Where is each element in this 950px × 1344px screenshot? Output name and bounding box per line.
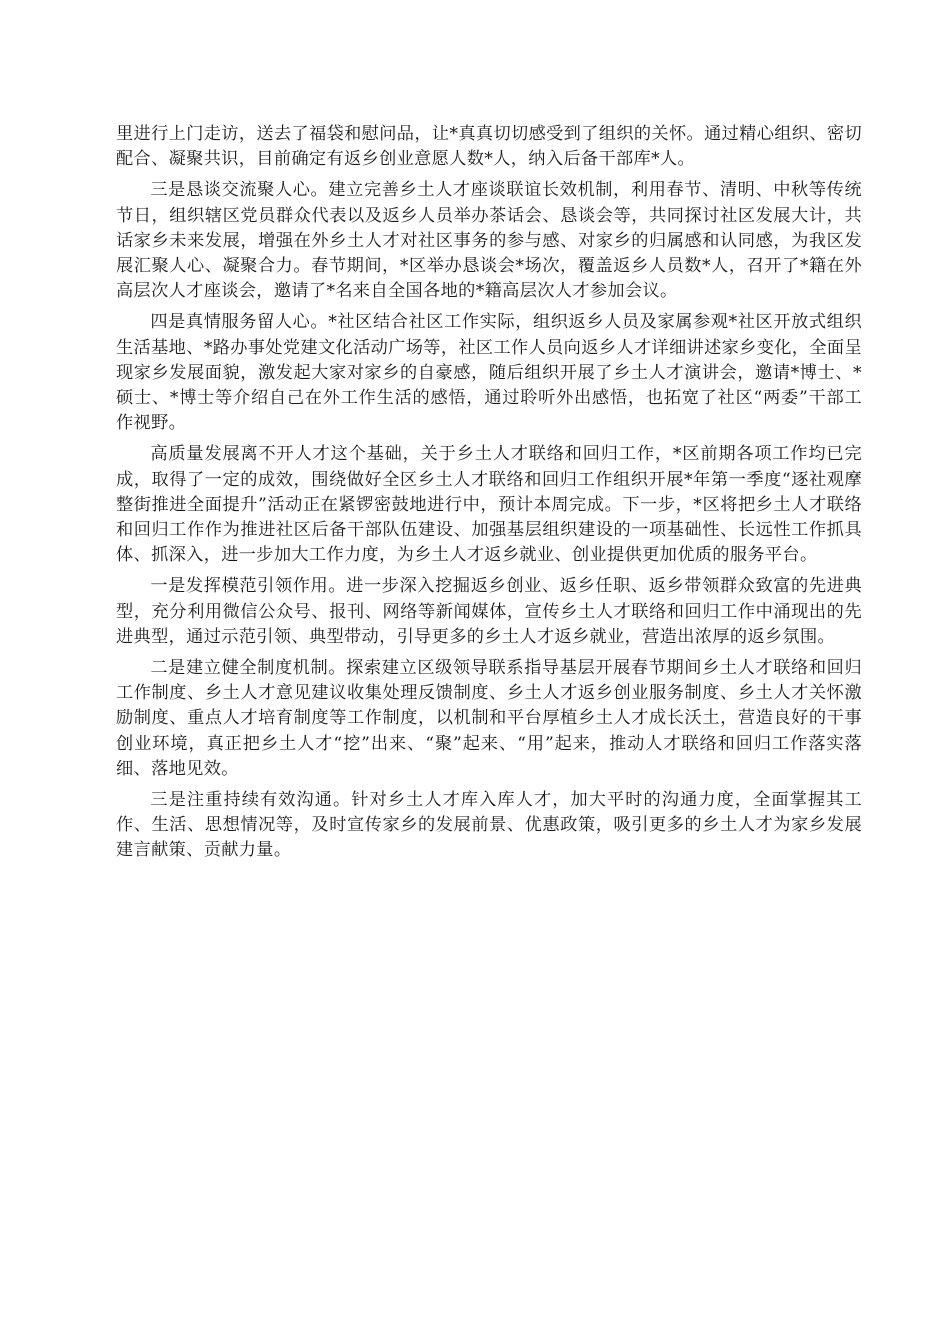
paragraph-communication: 三是注重持续有效沟通。针对乡土人才库入库人才，加大平时的沟通力度，全面掌握其工作、生活、思想情况等，及时宣传家乡的发展前景、优惠政策，吸引更多的乡土人才为家乡发展建言献策、贡献力量。 [116, 790, 862, 861]
paragraph-role-model: 一是发挥模范引领作用。进一步深入挖掘返乡创业、返乡任职、返乡带领群众致富的先进典型，充分利用微信公众号、报刊、网络等新闻媒体，宣传乡土人才联络和回归工作中涌现出的先进典型，通过示范引领、典型带动，引导更多的乡土人才返乡就业，营造出浓厚的返乡氛围。 [116, 576, 862, 647]
paragraph-system-mechanism: 二是建立健全制度机制。探索建立区级领导联系指导基层开展春节期间乡土人才联络和回归工作制度、乡土人才意见建议收集处理反馈制度、乡土人才返乡创业服务制度、乡土人才关怀激励制度、重点人才培育制度等工作制度，以机制和平台厚植乡土人才成长沃土，营造良好的干事创业环境，真正把乡土人才“挖”出来、“聚”起来、“用”起来，推动人才联络和回归工作落实落细、落地见效。 [116, 658, 862, 779]
paragraph-sincere-service: 四是真情服务留人心。*社区结合社区工作实际，组织返乡人员及家属参观*社区开放式组织生活基地、*路办事处党建文化活动广场等，社区工作人员向返乡人才详细讲述家乡变化，全面呈现家乡发展面貌，激发起大家对家乡的自豪感，随后组织开展了乡土人才演讲会，邀请*博士、*硕士、*博士等介绍自己在外工作生活的感悟，通过聆听外出感悟，也拓宽了社区“两委”干部工作视野。 [116, 312, 862, 434]
paragraph-continuation: 里进行上门走访，送去了福袋和慰问品，让*真真切切感受到了组织的关怀。通过精心组织、密切配合、凝聚共识，目前确定有返乡创业意愿人数*人，纳入后备干部库*人。 [116, 124, 862, 170]
paragraph-high-quality-development: 高质量发展离不开人才这个基础，关于乡土人才联络和回归工作，*区前期各项工作均已完成，取得了一定的成效，围绕做好全区乡土人才联络和回归工作组织开展*年第一季度“逐社观摩整街推进全面提升”活动正在紧锣密鼓地进行中，预计本周完成。下一步，*区将把乡土人才联络和回归工作作为推进社区后备干部队伍建设、加强基层组织建设的一项基础性、长远性工作抓具体、抓深入，进一步加大工作力度，为乡土人才返乡就业、创业提供更加优质的服务平台。 [116, 444, 862, 566]
document-body [116, 122, 862, 870]
paragraph-heart-to-heart-talks: 三是恳谈交流聚人心。建立完善乡土人才座谈联谊长效机制，利用春节、清明、中秋等传统节日，组织辖区党员群众代表以及返乡人员举办茶话会、恳谈会等，共同探讨社区发展大计，共话家乡未来发展，增强在外乡土人才对社区事务的参与感、对家乡的归属感和认同感，为我区发展汇聚人心、凝聚合力。春节期间，*区举办恳谈会*场次，覆盖返乡人员数*人，召开了*籍在外高层次人才座谈会，邀请了*名来自全国各地的*籍高层次人才参加会议。 [116, 180, 862, 302]
